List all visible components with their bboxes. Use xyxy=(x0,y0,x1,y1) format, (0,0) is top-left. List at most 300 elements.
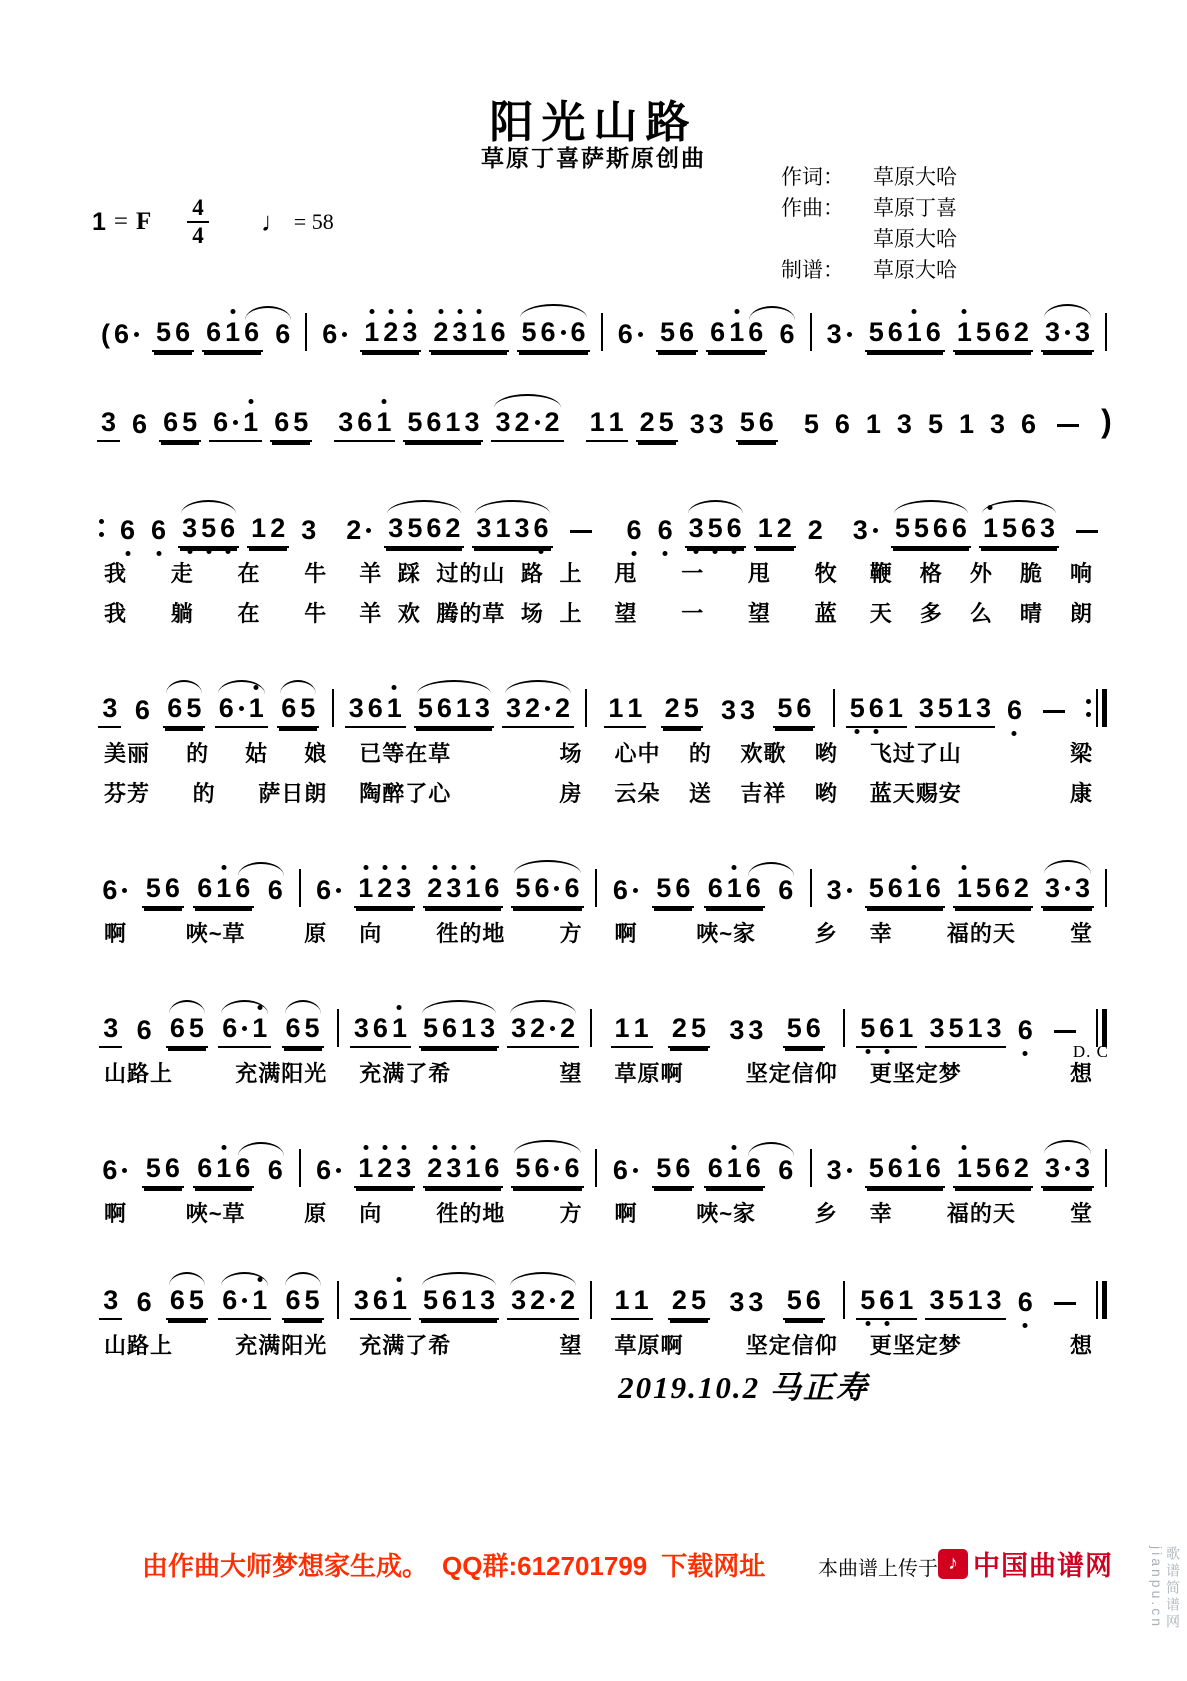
time-denominator: 4 xyxy=(192,223,204,249)
beam-group xyxy=(384,515,464,548)
slur-arc xyxy=(238,1142,284,1156)
beam-group xyxy=(915,695,995,728)
octave-dot-high xyxy=(912,865,917,870)
beam-group xyxy=(953,875,1033,908)
note-digit: 2 xyxy=(544,407,560,437)
beam-group xyxy=(831,411,854,442)
key-letter: F xyxy=(136,208,152,236)
note-digit: 2 xyxy=(514,407,530,437)
note-digit: 3 xyxy=(1074,873,1090,903)
note-cell xyxy=(472,515,552,548)
augmentation-dot xyxy=(122,1168,127,1173)
note-cell xyxy=(1003,697,1026,728)
note-digit: 1 xyxy=(356,1155,375,1182)
lyric-measure xyxy=(854,917,1109,948)
note-digit: 3 xyxy=(388,513,404,543)
note-digit: 5 xyxy=(690,1285,706,1315)
note-digit: 3 xyxy=(1044,1153,1060,1183)
barline xyxy=(299,1149,301,1187)
note-cell xyxy=(656,319,698,352)
note-digit: 3 xyxy=(918,693,934,723)
note-digit: 6 xyxy=(267,875,283,905)
beam-group xyxy=(856,1287,917,1320)
note-cell xyxy=(1017,411,1040,442)
lyric-chunk: 更坚定梦 xyxy=(869,1333,962,1358)
note-cell xyxy=(823,877,857,908)
augmentation-dot xyxy=(847,1168,852,1173)
beam-group xyxy=(1003,697,1026,728)
octave-dot-high xyxy=(369,309,374,314)
lyric-chunk: 萨日朗 xyxy=(258,781,328,806)
note-digit: 3 xyxy=(180,515,199,542)
lyric-chunk: 云朵 xyxy=(614,781,661,806)
lyric-chunk: 欢 xyxy=(397,601,421,626)
lyric-measure xyxy=(88,737,343,768)
note-digit: 5 xyxy=(786,1013,802,1043)
note-digit: 6 xyxy=(925,317,941,347)
note-cell xyxy=(178,515,239,548)
beam-group xyxy=(955,411,978,442)
note-cell xyxy=(609,877,643,908)
beam-group xyxy=(986,411,1009,442)
note-digit: 5 xyxy=(927,409,943,439)
note-cell xyxy=(706,319,767,352)
lyric-chunk: 福的天 xyxy=(946,1201,1016,1226)
note-digit: 2 xyxy=(1013,1153,1029,1183)
measure xyxy=(840,515,1116,548)
note-digit: 6 xyxy=(675,873,691,903)
beam-group xyxy=(264,877,287,908)
augmentation-dot xyxy=(873,528,878,533)
beam-group xyxy=(604,695,646,728)
note-digit: 5 xyxy=(858,1015,877,1042)
lyric-chunk: 场 xyxy=(559,741,583,766)
beam-group xyxy=(1041,1155,1094,1188)
note-digit: 6 xyxy=(867,695,886,722)
note-cell xyxy=(823,1157,857,1188)
note-cell xyxy=(133,1289,156,1320)
lyric-chunk: 牛 xyxy=(304,561,328,586)
barline xyxy=(332,689,334,727)
octave-dot-low xyxy=(865,1321,870,1326)
note-digit: 3 xyxy=(729,1015,745,1045)
note-cell xyxy=(159,409,201,442)
note-digit: 6 xyxy=(951,513,967,543)
note-cell xyxy=(661,695,703,728)
lyric-chunk: 牛 xyxy=(304,601,328,626)
note-digit: 6 xyxy=(887,317,903,347)
note-digit: 3 xyxy=(740,695,756,725)
note-digit: 6 xyxy=(114,319,130,349)
lyric-measure xyxy=(88,597,343,628)
measure xyxy=(303,875,592,908)
beam-group xyxy=(736,409,778,442)
barline xyxy=(1105,313,1107,351)
octave-dot-high xyxy=(734,309,739,314)
credit-name: 草原大哈 xyxy=(873,165,957,189)
note-cell xyxy=(831,411,854,442)
note-digit: 6 xyxy=(281,693,297,723)
note-cell xyxy=(297,517,320,548)
lyric-chunk: 上 xyxy=(559,561,583,586)
lyric-chunk: 过的山 xyxy=(436,561,506,586)
note-digit: 6 xyxy=(887,873,903,903)
beam-group xyxy=(178,515,239,548)
lyric-chunk: 美丽 xyxy=(104,741,151,766)
note-digit: 6 xyxy=(778,875,794,905)
note-digit: 1 xyxy=(223,319,242,346)
beam-group xyxy=(856,1015,917,1048)
note-cell xyxy=(979,515,1059,548)
note-digit: 5 xyxy=(659,317,675,347)
lyric-chunk: 徃的地 xyxy=(436,1201,506,1226)
note-cell xyxy=(419,1287,499,1320)
note-digit: 3 xyxy=(990,409,1006,439)
octave-dot-high xyxy=(432,1145,437,1150)
note-digit: 6 xyxy=(678,317,694,347)
note-digit: 5 xyxy=(182,407,198,437)
note-digit: 1 xyxy=(627,693,643,723)
note-digit: 1 xyxy=(589,407,605,437)
beam-group xyxy=(668,1015,710,1048)
beam-group xyxy=(953,319,1033,352)
lyric-chunk: 山路上 xyxy=(104,1061,174,1086)
lyric-chunk: 上 xyxy=(559,601,583,626)
note-digit: 5 xyxy=(848,695,867,722)
note-digit: 6 xyxy=(197,1153,213,1183)
octave-dot-low xyxy=(156,551,161,556)
note-digit: 5 xyxy=(407,407,423,437)
lyric-chunk: 鞭 xyxy=(869,561,893,586)
beam-group xyxy=(350,1015,411,1048)
credit-label: 制谱： xyxy=(781,258,844,282)
note-digit: 1 xyxy=(463,1155,482,1182)
note-digit: 1 xyxy=(608,693,624,723)
octave-dot-high xyxy=(363,865,368,870)
beam-group xyxy=(152,319,194,352)
note-cell xyxy=(1041,875,1094,908)
note-digit: 3 xyxy=(480,1285,496,1315)
note-digit: 6 xyxy=(778,1155,794,1185)
beam-group xyxy=(1041,875,1094,908)
note-digit: 6 xyxy=(316,1155,332,1185)
credit-name: 草原丁喜 xyxy=(873,196,957,220)
beam-group xyxy=(342,517,376,548)
note-digit: 6 xyxy=(1021,409,1037,439)
lyric-chunk: 已等在草 xyxy=(359,741,452,766)
beam-group xyxy=(614,321,648,352)
lyric-chunk: 充满阳光 xyxy=(235,1333,328,1358)
measure xyxy=(336,695,583,728)
beam-group xyxy=(865,1155,945,1188)
note-cell xyxy=(511,875,583,908)
lyric-chunk: 想 xyxy=(1069,1333,1093,1358)
note-cell xyxy=(270,409,312,442)
note-digit: 5 xyxy=(186,693,202,723)
note-cell xyxy=(264,1157,287,1188)
lyric-chunk: 坚定信仰 xyxy=(745,1333,838,1358)
note-cell xyxy=(517,319,589,352)
note-digit: 3 xyxy=(505,693,521,723)
note-cell xyxy=(218,1287,271,1320)
note-digit: 5 xyxy=(422,1013,439,1043)
note-digit: 2 xyxy=(375,875,394,902)
note-digit: 2 xyxy=(530,1285,546,1315)
note-digit: 5 xyxy=(868,317,884,347)
beam-group xyxy=(312,1157,346,1188)
octave-dot-high xyxy=(221,865,226,870)
beam-group xyxy=(804,517,827,548)
slur-arc xyxy=(749,306,795,320)
beam-group xyxy=(429,319,509,352)
note-digit: 3 xyxy=(450,319,469,346)
note-digit: 2 xyxy=(381,319,400,346)
footer xyxy=(0,1540,1187,1610)
lyric-chunk: 幸 xyxy=(869,921,893,946)
lyric-chunk: 路 xyxy=(520,561,544,586)
beam-group xyxy=(717,697,759,728)
slur-arc xyxy=(221,1000,268,1014)
note-digit: 6 xyxy=(222,1013,238,1043)
note-cell xyxy=(636,409,678,442)
note-digit: 6 xyxy=(710,317,726,347)
beam-group xyxy=(823,321,857,352)
note-cell xyxy=(312,1157,346,1188)
note-digit: 6 xyxy=(534,1153,550,1183)
note-cell xyxy=(423,875,503,908)
note-cell xyxy=(166,1015,208,1048)
beam-group xyxy=(925,1015,1005,1048)
note-digit: 1 xyxy=(214,1155,233,1182)
footer-red-group xyxy=(142,1546,779,1583)
note-digit: 3 xyxy=(896,409,912,439)
note-digit: 1 xyxy=(614,1285,630,1315)
beam-group xyxy=(131,697,154,728)
slur-arc xyxy=(218,680,265,694)
barline xyxy=(1105,1149,1107,1187)
note-digit: 5 xyxy=(656,1153,672,1183)
lyric-chunk: 啊 xyxy=(104,1201,128,1226)
beam-group xyxy=(193,875,254,908)
note-digit: 6 xyxy=(994,317,1010,347)
lyric-chunk: 堂 xyxy=(1069,1201,1093,1226)
lyric-measure xyxy=(854,777,1109,808)
logo-text: 中国曲谱网 xyxy=(973,1551,1113,1581)
beam-group xyxy=(846,695,907,728)
lyric-chunk: 更坚定梦 xyxy=(869,1061,962,1086)
beam-group xyxy=(865,319,945,352)
note-digit: 6 xyxy=(136,1015,152,1045)
note-digit: 2 xyxy=(664,693,680,723)
lyric-chunk: 乡 xyxy=(814,1201,838,1226)
beam-group xyxy=(350,1287,411,1320)
measure xyxy=(88,1015,335,1048)
note-digit: 6 xyxy=(285,1285,301,1315)
note-cell xyxy=(264,877,287,908)
octave-dot-low xyxy=(663,551,668,556)
note-cell xyxy=(147,517,170,548)
measure xyxy=(333,515,609,548)
note-digit: 6 xyxy=(484,873,500,903)
lyric-chunk: 羊 xyxy=(359,561,383,586)
note-cell xyxy=(804,517,827,548)
beam-group xyxy=(271,321,294,352)
lyric-chunk: 的 xyxy=(688,741,712,766)
lyric-chunk: 充满了希 xyxy=(359,1061,452,1086)
note-digit: 3 xyxy=(1074,317,1090,347)
lyric-measure xyxy=(343,1057,598,1088)
note-digit: 3 xyxy=(474,693,490,723)
credit-label: 作曲： xyxy=(781,196,844,220)
note-digit: 3 xyxy=(101,407,117,437)
beam-group xyxy=(893,411,916,442)
beam-group xyxy=(609,877,643,908)
beam-group xyxy=(1034,710,1074,728)
staff-row xyxy=(88,282,1109,352)
site-logo xyxy=(938,1544,1113,1583)
score-line-3 xyxy=(88,478,1109,628)
note-digit: 1 xyxy=(614,1013,630,1043)
octave-dot-high xyxy=(470,865,475,870)
lyric-chunk: 晴 xyxy=(1019,601,1043,626)
augmentation-dot xyxy=(242,1298,247,1303)
note-digit: 6 xyxy=(490,317,506,347)
note-digit: 3 xyxy=(394,1155,413,1182)
note-cell xyxy=(1041,1155,1094,1188)
note-cell xyxy=(97,409,120,442)
slur-arc xyxy=(514,1140,580,1154)
note-digit: 3 xyxy=(1040,513,1056,543)
tempo-marking xyxy=(261,207,334,238)
note-digit: 6 xyxy=(132,409,148,439)
score xyxy=(88,282,1112,1390)
note-cell xyxy=(271,321,294,352)
note-digit: 6 xyxy=(532,515,551,542)
slur-arc xyxy=(748,1142,794,1156)
note-digit: 1 xyxy=(241,409,260,436)
lyric-chunk: 么 xyxy=(969,601,993,626)
beam-group xyxy=(98,1157,132,1188)
note-cell xyxy=(915,695,995,728)
augmentation-dot xyxy=(336,888,341,893)
lyric-chunk: 原 xyxy=(304,921,328,946)
octave-dot-high xyxy=(363,1145,368,1150)
octave-dot-high xyxy=(432,865,437,870)
note-digit: 2 xyxy=(425,875,444,902)
barline xyxy=(601,313,603,351)
note-digit: 1 xyxy=(887,693,903,723)
lyric-measure xyxy=(599,777,854,808)
lyric-chunk: 福的天 xyxy=(946,921,1016,946)
note-digit: 6 xyxy=(779,319,795,349)
note-digit: 1 xyxy=(898,1013,914,1043)
beam-group xyxy=(611,1287,653,1320)
octave-dot-low xyxy=(874,729,879,734)
note-cell xyxy=(1014,1289,1037,1320)
lyric-chunk: 羊 xyxy=(359,601,383,626)
note-digit: 6 xyxy=(570,317,586,347)
beam-group xyxy=(472,515,552,548)
lyric-chunk: 的 xyxy=(186,741,210,766)
note-cell xyxy=(986,411,1009,442)
note-digit: 1 xyxy=(390,1015,409,1042)
measure xyxy=(107,515,329,548)
note-cell xyxy=(623,517,646,548)
note-cell xyxy=(384,515,464,548)
note-digit: 6 xyxy=(707,1153,723,1183)
slur-arc xyxy=(514,860,580,874)
beam-group xyxy=(1048,424,1088,442)
note-digit: 2 xyxy=(346,515,362,545)
beam-group xyxy=(654,517,677,548)
note-digit: 3 xyxy=(511,1013,527,1043)
octave-dot-high xyxy=(476,309,481,314)
lyric-measure xyxy=(854,1197,1109,1228)
note-cell xyxy=(652,1155,694,1188)
note-digit: 3 xyxy=(511,1285,527,1315)
note-digit: 6 xyxy=(136,1287,152,1317)
note-cell xyxy=(1067,530,1107,548)
slur-arc xyxy=(510,1272,576,1286)
note-cell xyxy=(166,1287,208,1320)
octave-dot-low xyxy=(632,551,637,556)
barline xyxy=(810,869,812,907)
lyric-chunk: 腾的草 xyxy=(436,601,506,626)
octave-dot-low xyxy=(1012,731,1017,736)
note-cell xyxy=(925,1015,1005,1048)
note-digit: 1 xyxy=(727,319,746,346)
measure xyxy=(88,1287,335,1320)
note-digit: 2 xyxy=(555,693,571,723)
augmentation-dot xyxy=(545,706,550,711)
lyric-measure xyxy=(854,1057,1109,1088)
lyric-measure xyxy=(599,1057,854,1088)
barline xyxy=(810,313,812,351)
note-digit: 3 xyxy=(687,515,706,542)
augmentation-dot xyxy=(1065,886,1070,891)
slur-arc xyxy=(505,680,571,694)
note-digit: 5 xyxy=(658,407,674,437)
lyric-measure xyxy=(343,1197,598,1228)
octave-dot-low xyxy=(539,549,544,554)
note-digit: 6 xyxy=(102,1155,118,1185)
note-digit: 3 xyxy=(689,409,705,439)
lyric-chunk: 幸 xyxy=(869,1201,893,1226)
note-cell xyxy=(609,1157,643,1188)
note-digit: 5 xyxy=(894,513,910,543)
dash-note xyxy=(1054,1302,1076,1305)
lyric-chunk: 一 xyxy=(681,601,705,626)
note-digit: 6 xyxy=(244,317,260,347)
octave-dot-high xyxy=(407,309,412,314)
note-digit: 6 xyxy=(877,1287,896,1314)
lyric-measure xyxy=(599,917,854,948)
octave-dot-low xyxy=(694,549,699,554)
note-digit: 6 xyxy=(175,317,191,347)
note-digit: 6 xyxy=(442,1285,458,1315)
staff-row xyxy=(88,978,1109,1048)
beam-group xyxy=(725,1017,767,1048)
measure xyxy=(814,1155,1103,1188)
slur-arc xyxy=(1044,304,1091,318)
time-numerator: 4 xyxy=(187,196,209,223)
note-digit: 5 xyxy=(786,1285,802,1315)
note-digit: 1 xyxy=(250,1287,269,1314)
lyric-chunk: 在 xyxy=(237,601,261,626)
note-digit: 3 xyxy=(721,695,737,725)
note-digit: 2 xyxy=(776,513,792,543)
lyric-chunk: 向 xyxy=(359,921,383,946)
